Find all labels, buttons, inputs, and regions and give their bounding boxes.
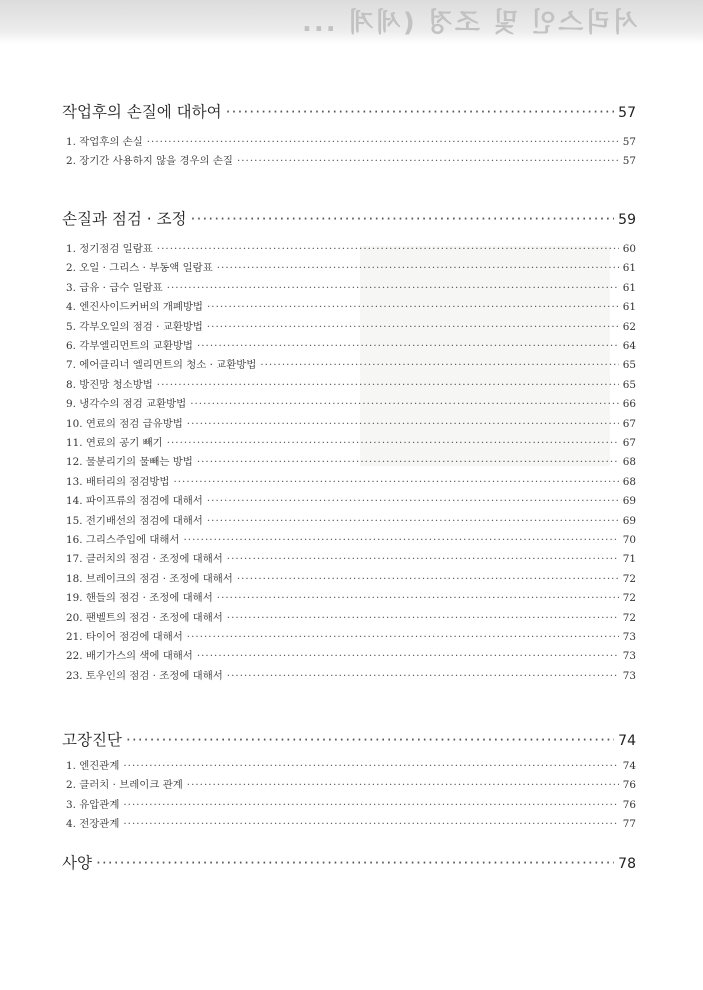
page-number: 68	[622, 475, 636, 488]
page-number: 70	[622, 534, 636, 546]
toc-entry	[66, 434, 636, 449]
page-number: 74	[622, 760, 636, 772]
toc-entry	[66, 628, 636, 643]
page-number: 62	[622, 320, 636, 333]
dot-leader	[237, 573, 619, 585]
page-number: 65	[622, 359, 636, 372]
toc-entry	[66, 589, 636, 604]
page-number: 77	[622, 818, 636, 831]
toc-entry	[66, 337, 636, 352]
page-number: 73	[622, 650, 636, 663]
page-number: 64	[622, 340, 636, 352]
page-number: 57	[622, 155, 636, 168]
dot-leader	[123, 799, 618, 811]
toc-section-heading-label: 고장진단	[62, 731, 122, 749]
toc-entry-label: 22. 배기가스의 색에 대해서	[66, 650, 193, 663]
toc-entry	[66, 512, 636, 527]
toc-entry-label: 19. 핸들의 점검 · 조정에 대해서	[66, 592, 213, 605]
dot-leader	[217, 592, 619, 604]
toc-entry-label: 14. 파이프류의 점검에 대해서	[66, 495, 203, 508]
dot-leader	[237, 155, 619, 167]
toc-entry-label: 2. 클러치 · 브레이크 관계	[66, 779, 183, 792]
page-number: 71	[622, 553, 636, 566]
dot-leader	[260, 359, 618, 371]
page-number: 76	[622, 798, 636, 811]
dot-leader	[197, 340, 619, 352]
toc-entry	[66, 318, 636, 333]
toc-entry-label: 7. 에어클리너 엘리먼트의 청소 · 교환방법	[66, 359, 257, 372]
toc-entry-label: 9. 냉각수의 점검 교환방법	[66, 398, 187, 411]
toc-section-heading	[62, 100, 636, 122]
dot-leader	[207, 321, 619, 333]
toc-entry-label: 15. 전기배선의 점검에 대해서	[66, 514, 203, 527]
toc-section-heading-label: 작업후의 손질에 대하여	[62, 103, 222, 121]
page-number: 59	[618, 212, 636, 228]
toc-entry	[66, 415, 636, 430]
dot-leader	[187, 779, 619, 791]
toc-entry-label: 23. 토우인의 점검 · 조정에 대해서	[66, 669, 223, 682]
toc-entry-label: 5. 각부오일의 점검 · 교환방법	[66, 320, 203, 333]
dot-leader	[207, 515, 619, 527]
toc-entry	[66, 453, 636, 468]
toc-section-heading-label: 사양	[62, 854, 92, 872]
toc-entry-label: 11. 연료의 공기 빼기	[66, 437, 163, 449]
page-number: 78	[618, 856, 636, 872]
toc-entry-label: 10. 연료의 점검 급유방법	[66, 417, 183, 430]
page-number: 68	[622, 456, 636, 469]
toc-entry-label: 18. 브레이크의 점검 · 조정에 대해서	[66, 572, 233, 585]
toc-entry	[66, 492, 636, 507]
toc-entry	[66, 815, 636, 830]
toc-entry	[66, 776, 636, 791]
toc-entry-label: 21. 타이어 점검에 대해서	[66, 631, 183, 643]
dot-leader	[173, 476, 618, 488]
dot-leader	[123, 818, 618, 830]
page-number: 65	[622, 378, 636, 391]
toc-entry	[66, 531, 636, 546]
dot-leader	[217, 262, 619, 274]
page-number: 67	[622, 437, 636, 449]
dot-leader	[96, 854, 614, 872]
dot-leader	[207, 301, 619, 313]
toc-entry	[66, 259, 636, 274]
dot-leader	[123, 760, 618, 772]
page-number: 69	[622, 514, 636, 527]
toc-entry	[66, 133, 636, 148]
dot-leader	[227, 553, 619, 565]
toc-entry	[66, 667, 636, 682]
page-number: 61	[622, 262, 636, 275]
page-number: 67	[622, 417, 636, 430]
dot-leader	[187, 418, 619, 430]
page-number: 57	[618, 105, 636, 121]
toc-entry-label: 1. 정기점검 일람표	[66, 243, 153, 255]
dot-leader	[191, 210, 615, 228]
toc-entry-label: 17. 클러치의 점검 · 조정에 대해서	[66, 553, 223, 566]
toc-entry-label: 3. 급유 · 급수 일람표	[66, 281, 163, 294]
page-number: 61	[622, 281, 636, 294]
page-number: 69	[622, 495, 636, 508]
toc-entry-label: 6. 각부엘리먼트의 교환방법	[66, 340, 193, 352]
toc-section-heading	[62, 207, 636, 229]
page-number: 57	[622, 136, 636, 148]
dot-leader	[197, 456, 619, 468]
toc-entry	[66, 570, 636, 585]
toc-entry	[66, 152, 636, 167]
toc-entry-label: 16. 그리스주입에 대해서	[66, 534, 180, 546]
toc-entry	[66, 279, 636, 294]
toc-entry-label: 13. 배터리의 점검방법	[66, 475, 170, 488]
page-number: 72	[622, 572, 636, 585]
toc-section-heading	[62, 851, 636, 873]
toc-entry-label: 8. 방진망 청소방법	[66, 378, 153, 391]
page-number: 76	[622, 779, 636, 792]
toc-entry	[66, 609, 636, 624]
dot-leader	[227, 612, 619, 624]
dot-leader	[197, 650, 619, 662]
dot-leader	[190, 398, 619, 410]
toc-entry-label: 1. 작업후의 손실	[66, 136, 143, 148]
dot-leader	[226, 103, 615, 121]
toc-entry-label: 2. 오일 · 그리스 · 부동액 일람표	[66, 262, 213, 275]
toc-entry	[66, 796, 636, 811]
toc-entry	[66, 298, 636, 313]
toc-entry-label: 3. 유압관계	[66, 798, 120, 811]
dot-leader	[167, 437, 619, 449]
toc-section-heading	[62, 728, 636, 750]
dot-leader	[207, 495, 619, 507]
page-number: 72	[622, 592, 636, 605]
toc-entry-label: 12. 물분리기의 물빼는 방법	[66, 456, 193, 469]
toc-entry	[66, 647, 636, 662]
page-number: 66	[622, 398, 636, 411]
toc-entry-label: 20. 팬벨트의 점검 · 조정에 대해서	[66, 611, 223, 624]
dot-leader	[157, 379, 619, 391]
toc-entry	[66, 376, 636, 391]
page-number: 72	[622, 611, 636, 624]
page-number: 73	[622, 631, 636, 643]
dot-leader	[187, 631, 619, 643]
dot-leader	[147, 136, 619, 148]
toc-section-heading-label: 손질과 점검 · 조정	[62, 210, 187, 228]
dot-leader	[157, 243, 619, 255]
dot-leader	[183, 534, 618, 546]
page-number: 61	[622, 301, 636, 314]
toc-entry	[66, 356, 636, 371]
toc-entry-label: 2. 장기간 사용하지 않을 경우의 손질	[66, 155, 233, 168]
toc-entry	[66, 473, 636, 488]
toc-entry	[66, 240, 636, 255]
toc-entry	[66, 395, 636, 410]
bleed-through-header: 서리스인 및 조정 (세계 ...	[300, 8, 638, 38]
toc-entry-label: 4. 전장관계	[66, 818, 120, 831]
page-number: 74	[618, 733, 636, 749]
dot-leader	[227, 670, 619, 682]
toc-entry	[66, 757, 636, 772]
toc-entry-label: 4. 엔진사이드커버의 개폐방법	[66, 301, 203, 314]
toc-entry-label: 1. 엔진관계	[66, 760, 120, 772]
dot-leader	[126, 731, 614, 749]
toc-entry	[66, 550, 636, 565]
page-number: 60	[622, 243, 636, 255]
page-number: 73	[622, 669, 636, 682]
dot-leader	[167, 282, 619, 294]
